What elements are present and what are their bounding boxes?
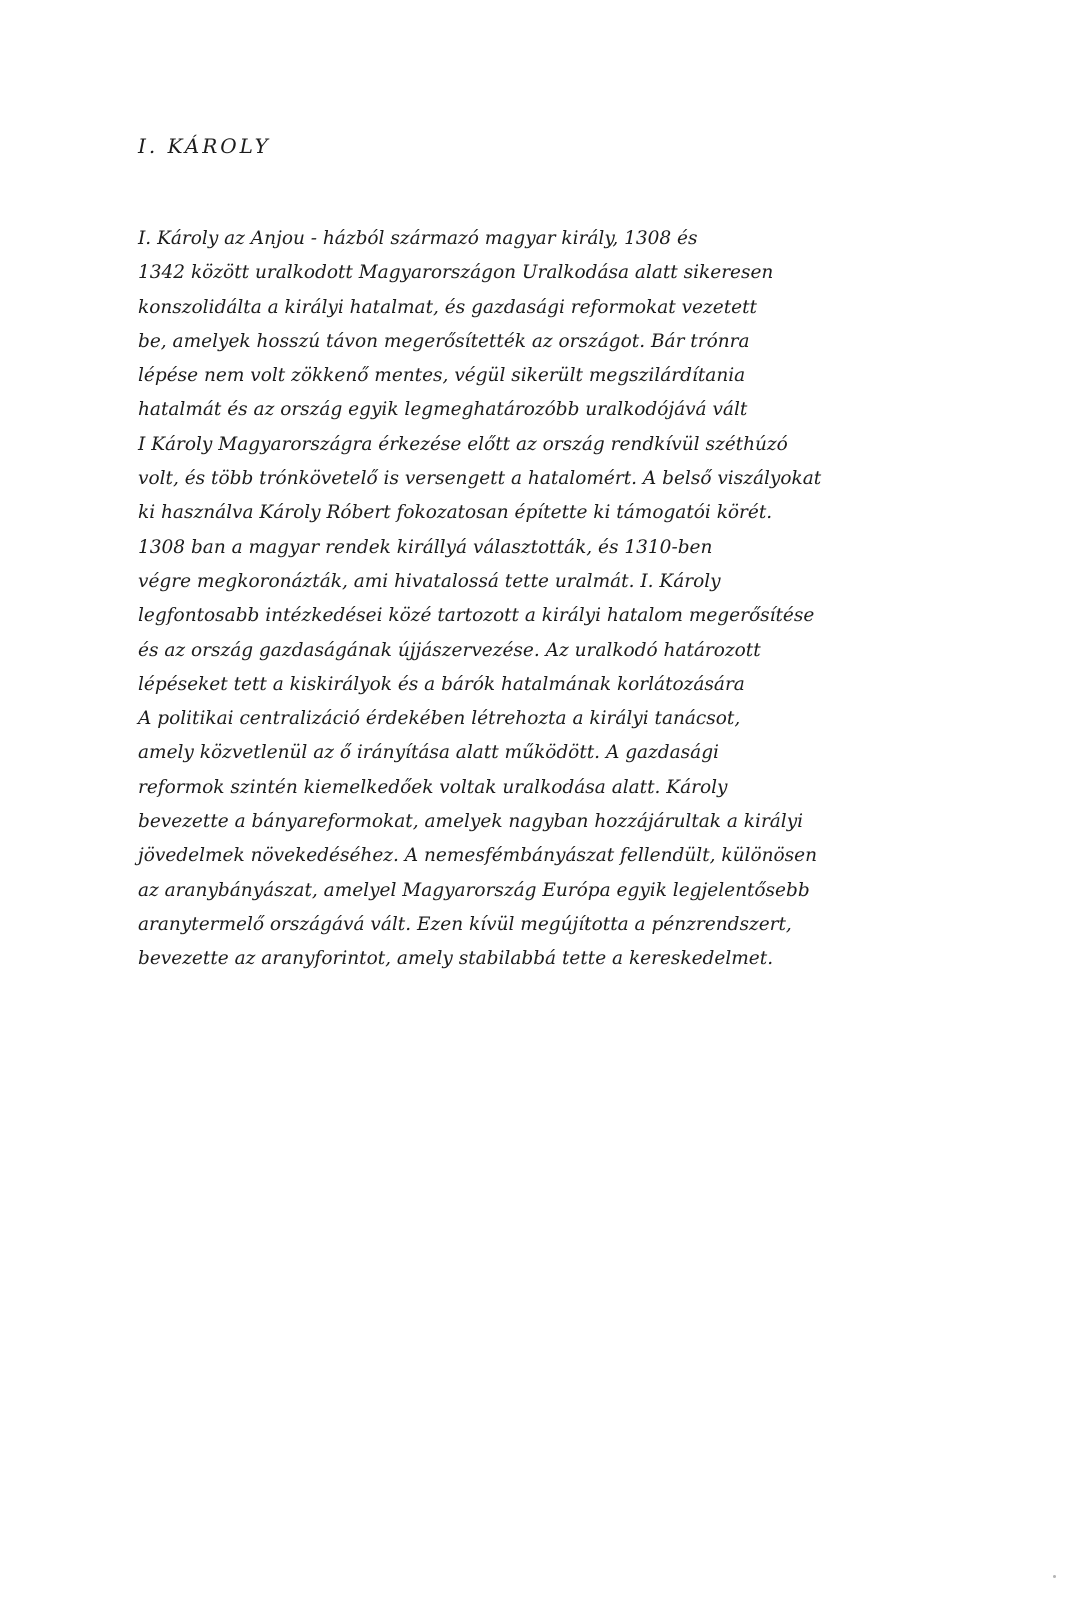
text-line: lépéseket tett a kiskirályok és a bárók hatalmának korlátozására bbox=[138, 673, 745, 695]
text-line: konszolidálta a királyi hatalmat, és gazdasági reformokat vezetett bbox=[138, 296, 757, 318]
text-line: végre megkoronázták, ami hivatalossá tette uralmát. I. Károly bbox=[138, 570, 721, 592]
text-line: bevezette az aranyforintot, amely stabilabbá tette a kereskedelmet. bbox=[138, 948, 774, 970]
text-line: I. Károly az Anjou - házból származó magyar király, 1308 és bbox=[138, 228, 698, 249]
text-line: az aranybányászat, amelyel Magyarország Európa egyik legjelentősebb bbox=[138, 879, 810, 901]
text-line: 1308 ban a magyar rendek királlyá választották, és 1310-ben bbox=[138, 536, 713, 558]
text-line: amely közvetlenül az ő irányítása alatt működött. A gazdasági bbox=[138, 742, 719, 764]
text-line: bevezette a bányareformokat, amelyek nagyban hozzájárultak a királyi bbox=[138, 811, 804, 833]
handwritten-text-body bbox=[138, 222, 1018, 977]
text-line: 1342 között uralkodott Magyarországon Uralkodása alatt sikeresen bbox=[138, 262, 774, 284]
text-line: I Károly Magyarországra érkezése előtt az ország rendkívül széthúzó bbox=[138, 433, 788, 455]
text-line: lépése nem volt zökkenő mentes, végül sikerült megszilárdítania bbox=[138, 365, 746, 387]
text-line: reformok szintén kiemelkedőek voltak uralkodása alatt. Károly bbox=[138, 776, 728, 798]
text-line: és az ország gazdaságának újjászervezése. Az uralkodó határozott bbox=[138, 639, 761, 661]
text-line: hatalmát és az ország egyik legmeghatározóbb uralkodójává vált bbox=[138, 399, 748, 421]
text-line: aranytermelő országává vált. Ezen kívül megújította a pénzrendszert, bbox=[138, 913, 792, 935]
text-line: be, amelyek hosszú távon megerősítették az országot. Bár trónra bbox=[138, 330, 750, 352]
text-line: volt, és több trónkövetelő is versengett a hatalomért. A belső viszályokat bbox=[138, 468, 822, 490]
text-line: ki használva Károly Róbert fokozatosan építette ki támogatói körét. bbox=[138, 502, 773, 524]
text-line: legfontosabb intézkedései közé tartozott a királyi hatalom megerősítése bbox=[138, 605, 815, 627]
corner-mark bbox=[1053, 1575, 1056, 1578]
text-line: jövedelmek növekedéséhez. A nemesfémbányászat fellendült, különösen bbox=[138, 845, 818, 867]
text-line: A politikai centralizáció érdekében létrehozta a királyi tanácsot, bbox=[138, 708, 741, 730]
page-title: I. KÁROLY bbox=[138, 134, 271, 158]
